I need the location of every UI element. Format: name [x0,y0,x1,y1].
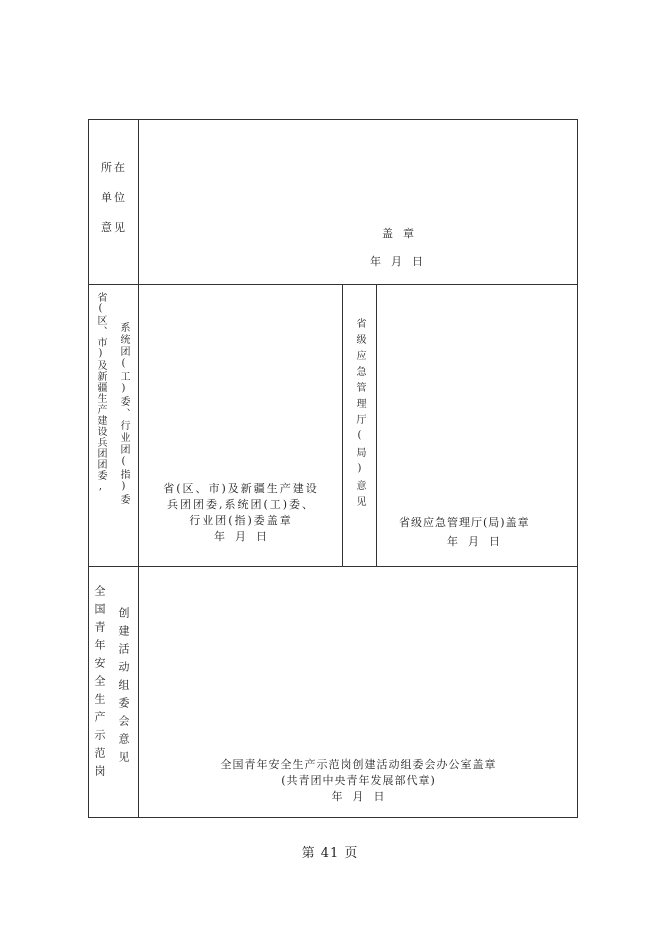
row3-label-col1: 全国青年安全生产示范岗 [93,585,106,783]
row-divider-1 [88,284,578,285]
row2-right-date: 年 月 日 [447,535,501,548]
table-top-border [88,119,578,120]
table-bottom-border [88,817,578,818]
row1-label-line-2: 单位 [101,191,127,204]
table-right-border [577,119,578,818]
row3-date: 年 月 日 [331,790,386,803]
row2-mid-divider-right [376,284,377,567]
row2-left-label-col2: 系统团(工)委、行业团(指)委 [118,322,129,506]
row3-stamp-block [140,757,577,805]
row2-left-date: 年 月 日 [214,530,268,543]
row1-stamp-text: 盖 章 [382,227,415,240]
row3-label-col2: 创建活动组委会意见 [117,607,130,769]
row1-label-line-3: 意见 [101,221,127,234]
row1-label-line-1: 所在 [101,161,127,174]
row2-right-stamp: 省级应急管理厅(局)盖章 [399,516,530,529]
row2-left-stamp-block [140,481,342,545]
label-column-divider [138,119,139,818]
row2-right-label: 省级应急管理厅(局)意见 [354,318,365,512]
row1-date-text: 年 月 日 [370,255,424,268]
row2-mid-divider-left [342,284,343,567]
row2-left-stamp-line-2: 兵团团委,系统团(工)委、 [166,498,316,511]
row3-stamp-line-2: (共青团中央青年发展部代章) [281,774,436,787]
row2-left-stamp-line-3: 行业团(指)委盖章 [189,514,293,527]
row2-left-label-col1: 省(区、市)及新疆生产建设兵团团委, [95,292,106,493]
row2-left-stamp-line-1: 省(区、市)及新疆生产建设 [163,482,319,495]
row-divider-2 [88,566,578,567]
page-number: 第 41 页 [301,846,359,861]
row3-stamp-line-1: 全国青年安全生产示范岗创建活动组委会办公室盖章 [220,758,497,771]
row1-label [88,160,138,236]
